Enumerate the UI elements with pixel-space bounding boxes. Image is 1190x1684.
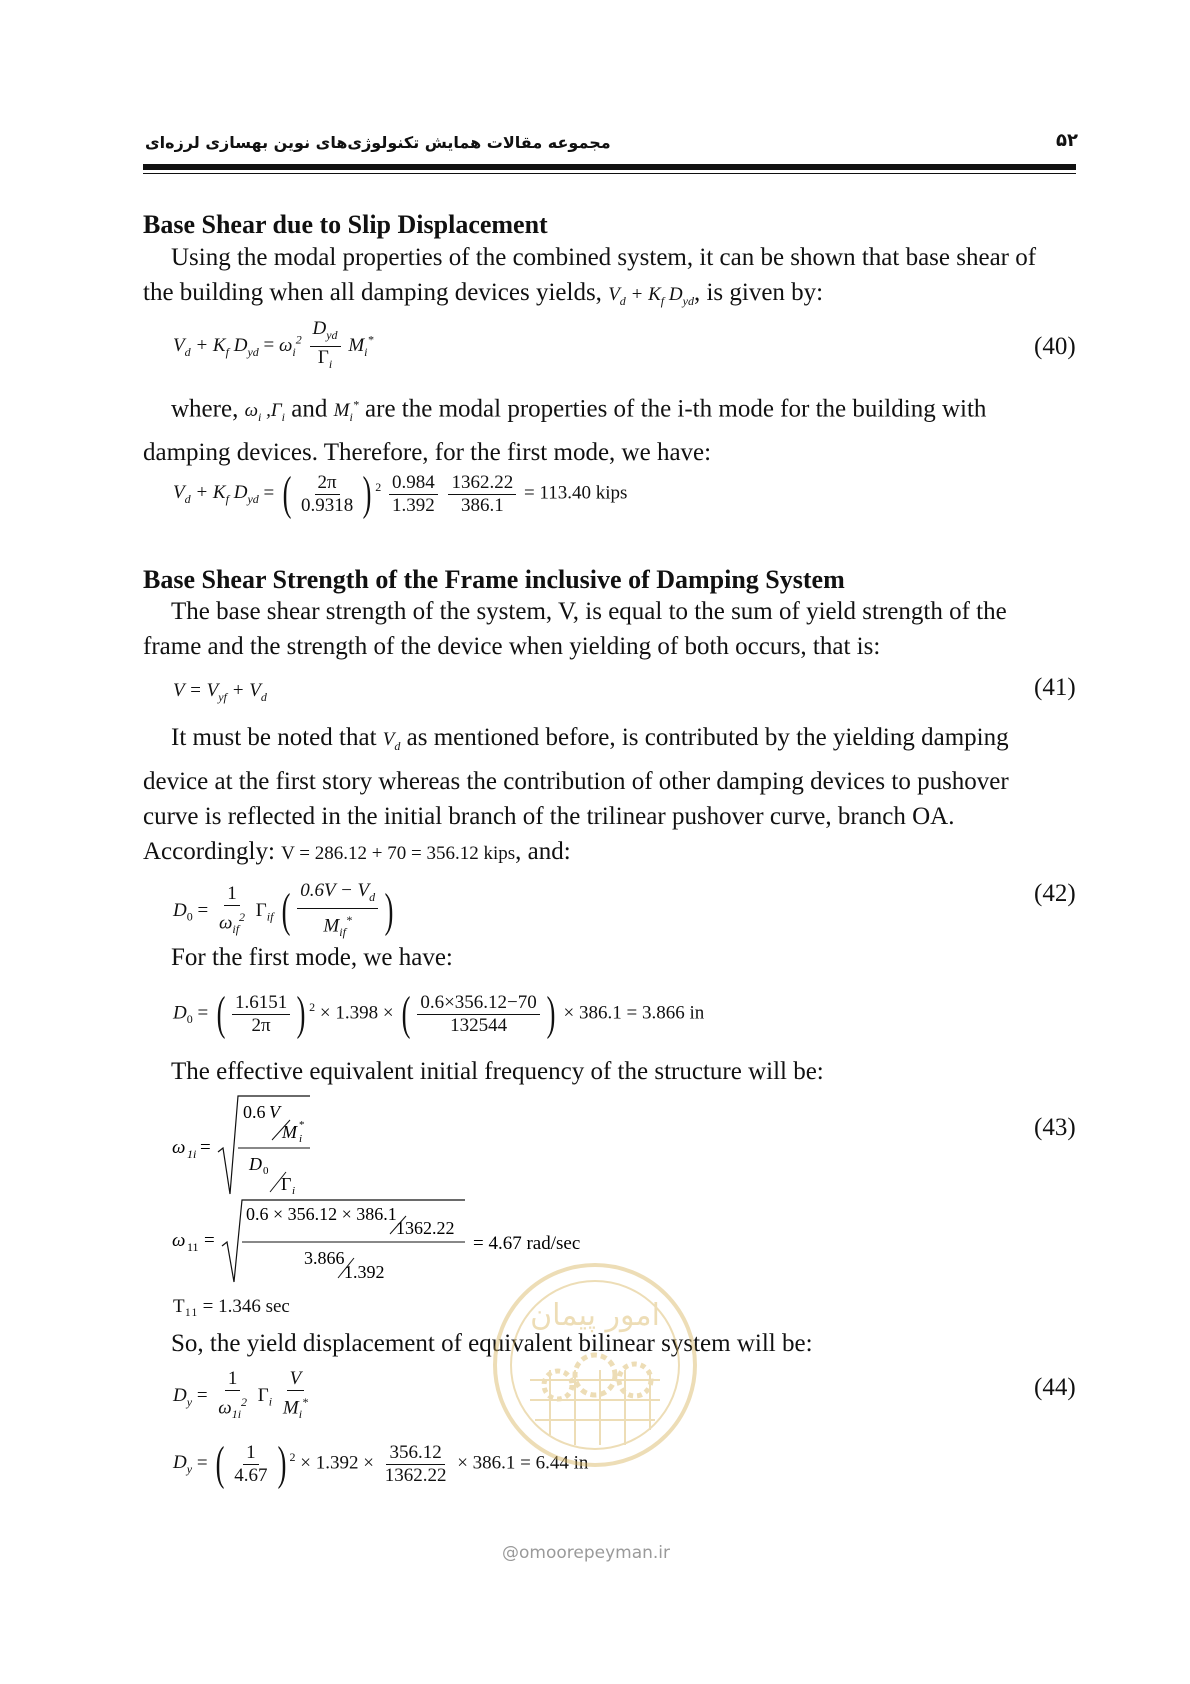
svg-text:1i: 1i [187, 1147, 197, 1161]
paragraph-where: where, $\omega_i$ $,\Gamma_i$ and $M_i^*$ are the modal properties of the i-th mode for the building with damping devices. Therefore, for the first mode, we have: [143, 395, 987, 467]
journal-title: مجموعه مقالات همایش تکنولوژی‌های نوین بهسازی لرزه‌ای [145, 133, 611, 152]
equation-44: $D_y$ = $\frac{1}{\omega_{1i}^2}$ $\Gamma_i$ $\frac{V}{M_i^*}$ [173, 1368, 309, 1422]
equation-number-42: (42) [1034, 880, 1076, 907]
equation-number-41: (41) [1034, 674, 1076, 701]
svg-text:امور پیمان: امور پیمان [530, 1298, 660, 1333]
equation-number-44: (44) [1034, 1374, 1076, 1401]
svg-text:M: M [282, 1122, 297, 1142]
equation-41: $V = V_{yf} + V_d$ [173, 680, 267, 704]
section-title-slip: Base Shear due to Slip Displacement [143, 210, 548, 239]
svg-text:Γ: Γ [281, 1174, 292, 1194]
svg-text:=: = [204, 1230, 215, 1251]
paragraph-strength-intro: The base shear strength of the system, V, is equal to the sum of yield strength of the frame and the strength of the device when yielding of both occurs, that is: [143, 598, 1007, 660]
header-rule-thick [143, 164, 1076, 170]
svg-text:0.6 × 356.12 × 386.1: 0.6 × 356.12 × 386.1 [246, 1204, 397, 1224]
equation-number-43: (43) [1034, 1114, 1076, 1141]
equation-number-40: (40) [1034, 333, 1076, 360]
svg-text:D: D [249, 1154, 262, 1174]
paragraph-vd-note: It must be noted that $V_d$ as mentioned before, is contributed by the yielding damping device at the first story whereas the contribution of other damping devices to pushover curve is reflected in the initial branch of the trilinear pushover curve, branch OA. Accordingly: V = 286.12 + 70 = 356.12 kips, and: [143, 724, 1009, 865]
svg-text:1.392: 1.392 [344, 1262, 385, 1282]
watermark-logo-icon [490, 1260, 700, 1470]
inline-expression: $V_d + K_f$ $D_{yd}$ [608, 284, 694, 308]
text-first-mode: For the first mode, we have: [171, 944, 453, 971]
text-effective-frequency: The effective equivalent initial frequency of the structure will be: [171, 1058, 824, 1085]
svg-text:=: = [200, 1137, 211, 1158]
svg-text:V: V [269, 1102, 280, 1122]
paragraph-slip-intro: Using the modal properties of the combined system, it can be shown that base shear of the building when all damping devices yields, $V_d + K_f$ $D_{yd}$, is given by: [143, 244, 1037, 308]
equation-40: $V_d + K_f$ $D_{yd} = \omega_i^2$ $\frac{D_{yd}}{\Gamma_i}$ $M_i^*$ [173, 318, 374, 371]
svg-text:1362.22: 1362.22 [396, 1218, 455, 1238]
text-yield-displacement: So, the yield displacement of equivalent bilinear system will be: [171, 1330, 813, 1357]
svg-text:0.6: 0.6 [243, 1102, 266, 1122]
equation-43 [170, 1090, 330, 1200]
svg-text:*: * [299, 1119, 305, 1131]
page-number: ۵۲ [1056, 130, 1078, 151]
equation-t11: T₁₁ = 1.346 sec [173, 1296, 290, 1317]
equation-d0-numeric: $D_0$ = ( $\frac{1.6151}{2\pi}$ ) $^2$ × 1.398 × ( $\frac{0.6\times 356.12-70}{132544}$ ) × 386.1 = 3.866 in [173, 987, 705, 1040]
svg-text:3.866: 3.866 [304, 1248, 345, 1268]
svg-text:ω: ω [172, 1230, 186, 1251]
equation-42: $D_0$ = $\frac{1}{\omega_{if}^2}$ $\Gamma_{if}$ ( $\frac{0.6V - V_d}{M_{if}^*}$ ) [173, 880, 394, 939]
svg-text:0: 0 [263, 1165, 269, 1177]
equation-dy-numeric: $D_y$ = ( $\frac{1}{4.67}$ ) $^2$ × 1.392 × $\frac{356.12}{1362.22}$ × 386.1 = 6.44 in [173, 1437, 589, 1490]
equation-base-shear-numeric: $V_d + K_f$ $D_{yd}$ = ( $\frac{2\pi}{0.9318}$ ) $^2$ $\frac{0.984}{1.392}$ $\frac{1362.22}{386.1}$ = 113.40 kips [173, 467, 628, 520]
svg-text:i: i [292, 1185, 296, 1197]
svg-text:i: i [299, 1133, 303, 1145]
section-title-strength: Base Shear Strength of the Frame inclusive of Damping System [143, 565, 845, 594]
svg-text:= 4.67 rad/sec: = 4.67 rad/sec [473, 1233, 581, 1254]
header-rule-thin [143, 173, 1076, 174]
svg-text:ω: ω [172, 1137, 186, 1158]
watermark-text: @omoorepeyman.ir [502, 1543, 671, 1563]
svg-text:11: 11 [187, 1240, 199, 1254]
